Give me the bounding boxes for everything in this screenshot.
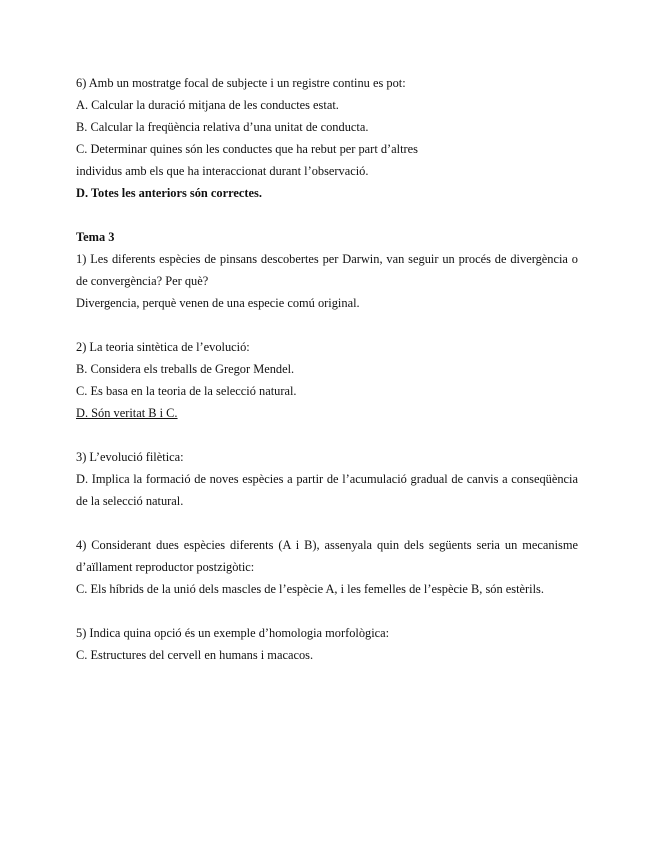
spacer (76, 512, 578, 534)
answer-4: C. Els híbrids de la unió dels mascles de l’espècie A, i les femelles de l’espècie B, són estèrils. (76, 582, 544, 596)
answer-6: D. Totes les anteriors són correctes. (76, 186, 262, 200)
spacer (76, 424, 578, 446)
answer-2: D. Són veritat B i C. (76, 406, 178, 420)
option-c: C. Es basa en la teoria de la selecció natural. (76, 384, 297, 398)
option-b: B. Calcular la freqüència relativa d’una unitat de conducta. (76, 120, 369, 134)
question-2: 2) La teoria sintètica de l’evolució: (76, 340, 250, 354)
question-4: 4) Considerant dues espècies diferents (A i B), assenyala quin dels següents seria un mecanisme d’aïllament reproductor postzigòtic: (76, 538, 578, 574)
document-page (76, 72, 578, 666)
answer-5: C. Estructures del cervell en humans i macacos. (76, 648, 314, 662)
spacer (76, 600, 578, 622)
section-heading: Tema 3 (76, 230, 115, 244)
option-a: A. Calcular la duració mitjana de les conductes estat. (76, 98, 339, 112)
spacer (76, 314, 578, 336)
question-5: 5) Indica quina opció és un exemple d’homologia morfològica: (76, 626, 390, 640)
option-b: B. Considera els treballs de Gregor Mendel. (76, 362, 295, 376)
answer-3: D. Implica la formació de noves espècies a partir de l’acumulació gradual de canvis a conseqüència de la selecció natural. (76, 472, 578, 508)
answer-1: Divergencia, perquè venen de una especie comú original. (76, 296, 360, 310)
question-3: 3) L’evolució filètica: (76, 450, 184, 464)
question-1: 1) Les diferents espècies de pinsans descobertes per Darwin, van seguir un procés de divergència o de convergència? Per què? (76, 252, 578, 288)
spacer (76, 204, 578, 226)
option-c-continued: individus amb els que ha interaccionat durant l’observació. (76, 164, 369, 178)
option-c: C. Determinar quines són les conductes que ha rebut per part d’altres (76, 142, 419, 156)
question-6: 6) Amb un mostratge focal de subjecte i un registre continu es pot: (76, 76, 406, 90)
